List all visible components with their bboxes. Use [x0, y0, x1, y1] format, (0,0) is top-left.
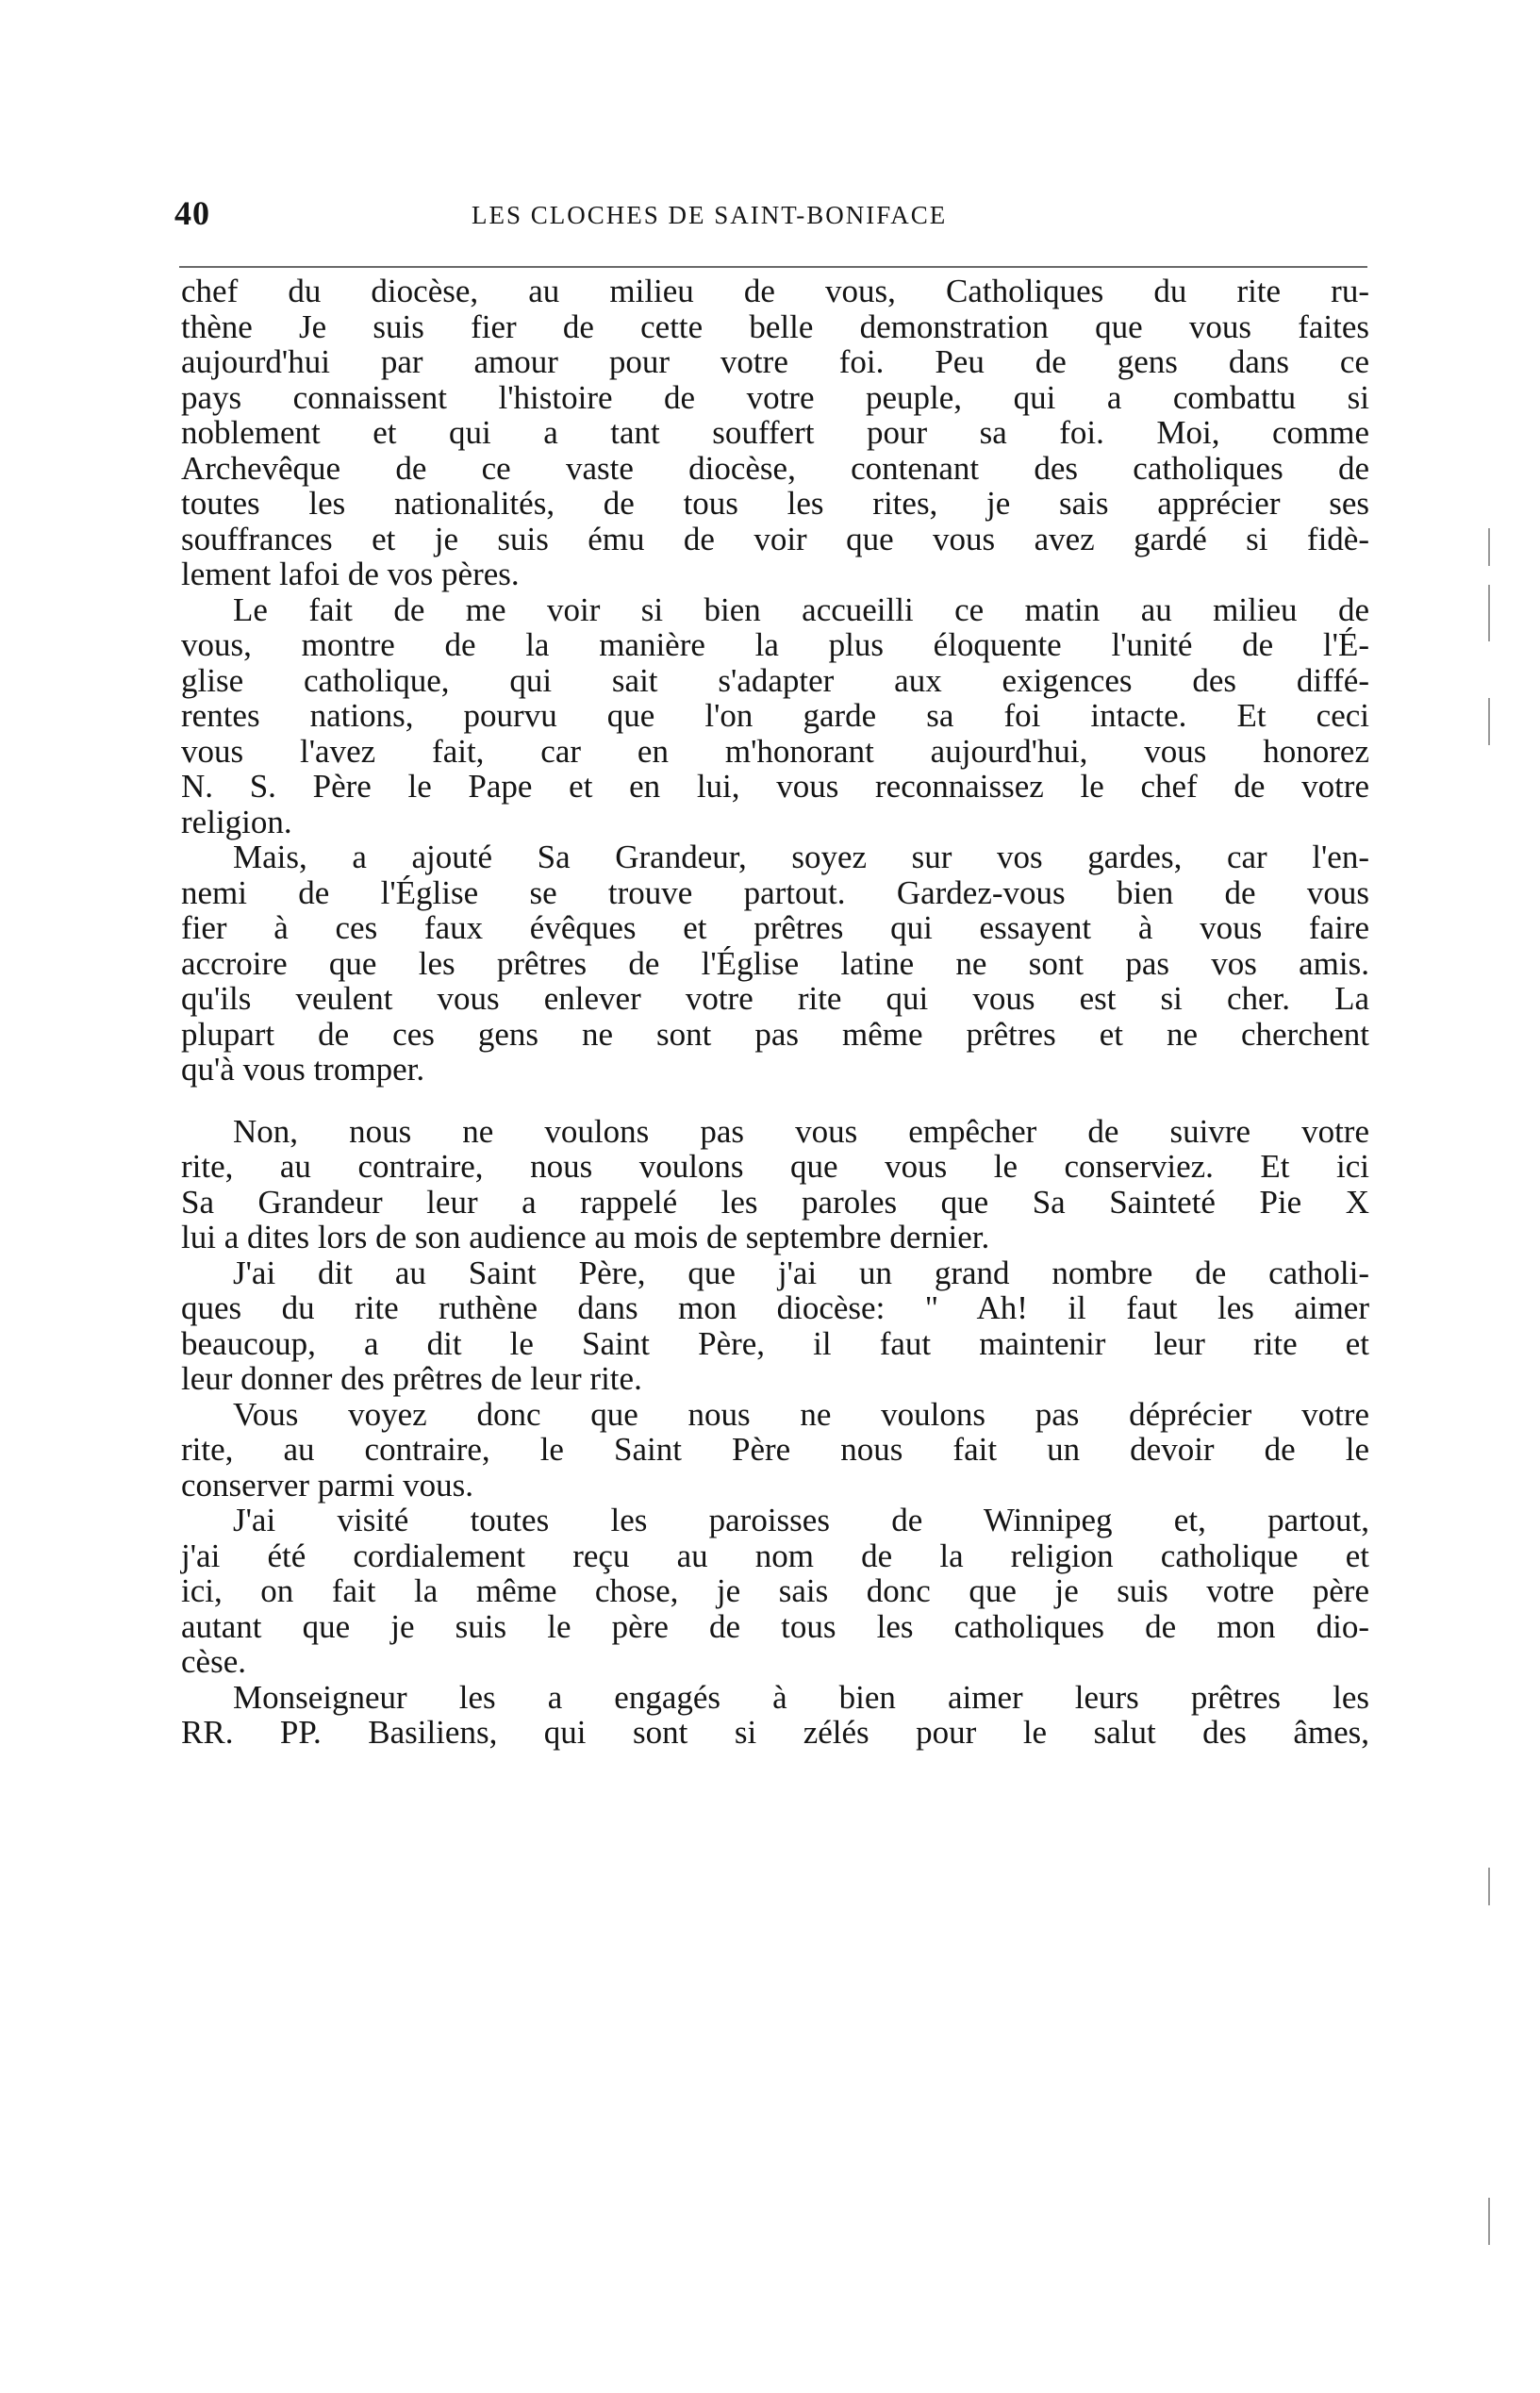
text-line: religion.: [181, 803, 292, 840]
text-line: nemi de l'Église se trouve partout. Gardez-vous bien de vous: [181, 873, 1369, 911]
margin-mark: [1488, 698, 1490, 745]
margin-mark: [1488, 1868, 1490, 1905]
text-line: fier à ces faux évêques et prêtres qui essayent à vous faire: [181, 909, 1369, 946]
text-line: Mais, a ajouté Sa Grandeur, soyez sur vos gardes, car l'en-: [233, 839, 1369, 875]
paragraph: [181, 1114, 1369, 1255]
text-line: Le fait de me voir si bien accueilli ce matin au milieu de: [233, 590, 1369, 628]
text-line: Vous voyez donc que nous ne voulons pas déprécier votre: [233, 1395, 1369, 1433]
text-line: thène Je suis fier de cette belle demonstration que vous faites: [181, 307, 1369, 345]
text-line: N. S. Père le Pape et en lui, vous reconnaissez le chef de votre: [181, 768, 1369, 805]
text-line: J'ai dit au Saint Père, que j'ai un grand nombre de catholi-: [233, 1254, 1369, 1291]
text-line: rite, au contraire, nous voulons que vous le conserviez. Et ici: [181, 1148, 1369, 1185]
text-line: rentes nations, pourvu que l'on garde sa foi intacte. Et ceci: [181, 697, 1369, 734]
text-line: leur donner des prêtres de leur rite.: [181, 1360, 642, 1397]
paragraph: [181, 1255, 1369, 1397]
paragraph: [181, 274, 1369, 592]
text-line: ques du rite ruthène dans mon diocèse: " Ah! il faut les aimer: [181, 1289, 1369, 1326]
text-line: qu'ils veulent vous enlever votre rite qui vous est si cher. La: [181, 980, 1369, 1017]
text-line: autant que je suis le père de tous les catholiques de mon dio-: [181, 1607, 1369, 1645]
paragraph: [181, 1680, 1369, 1751]
text-line: toutes les nationalités, de tous les rites, je sais apprécier ses: [181, 485, 1369, 522]
margin-mark: [1488, 585, 1490, 641]
text-line: pays connaissent l'histoire de votre peuple, qui a combattu si: [181, 378, 1369, 416]
text-line: Monseigneur les a engagés à bien aimer leurs prêtres les: [233, 1678, 1369, 1716]
paragraph: [181, 1503, 1369, 1680]
paragraph: [181, 839, 1369, 1088]
text-line: qu'à vous tromper.: [181, 1051, 425, 1088]
header-rule: [179, 266, 1367, 268]
text-line: rite, au contraire, le Saint Père nous fait un devoir de le: [181, 1431, 1369, 1468]
text-line: conserver parmi vous.: [181, 1466, 474, 1504]
text-line: Archevêque de ce vaste diocèse, contenant des catholiques de: [181, 449, 1369, 487]
text-line: J'ai visité toutes les paroisses de Winnipeg et, partout,: [233, 1502, 1369, 1538]
text-line: vous, montre de la manière la plus éloquente l'unité de l'É-: [181, 626, 1369, 663]
text-line: cèse.: [181, 1643, 246, 1680]
text-line: beaucoup, a dit le Saint Père, il faut maintenir leur rite et: [181, 1324, 1369, 1362]
text-line: Non, nous ne voulons pas vous empêcher de suivre votre: [233, 1112, 1369, 1150]
text-line: accroire que les prêtres de l'Église latine ne sont pas vos amis.: [181, 944, 1369, 982]
text-line: noblement et qui a tant souffert pour sa foi. Moi, comme: [181, 414, 1369, 451]
text-line: lement lafoi de vos pères.: [181, 556, 520, 592]
text-line: ici, on fait la même chose, je sais donc que je suis votre père: [181, 1572, 1369, 1609]
text-line: vous l'avez fait, car en m'honorant aujourd'hui, vous honorez: [181, 732, 1369, 770]
text-line: aujourd'hui par amour pour votre foi. Peu de gens dans ce: [181, 343, 1369, 380]
body-text: [181, 274, 1369, 1751]
text-line: souffrances et je suis ému de voir que vous avez gardé si fidè-: [181, 520, 1369, 557]
text-line: j'ai été cordialement reçu au nom de la religion catholique et: [181, 1537, 1369, 1574]
running-title: LES CLOCHES DE SAINT-BONIFACE: [472, 201, 948, 229]
paragraph: [181, 592, 1369, 840]
text-line: chef du diocèse, au milieu de vous, Catholiques du rite ru-: [181, 273, 1369, 309]
paragraph: [181, 1397, 1369, 1504]
page-number: 40: [174, 194, 210, 232]
margin-mark: [1488, 528, 1490, 566]
text-line: plupart de ces gens ne sont pas même prêtres et ne cherchent: [181, 1015, 1369, 1053]
text-line: Sa Grandeur leur a rappelé les paroles que Sa Sainteté Pie X: [181, 1183, 1369, 1221]
margin-mark: [1488, 2198, 1490, 2245]
text-line: RR. PP. Basiliens, qui sont si zélés pour le salut des âmes,: [181, 1714, 1369, 1751]
text-line: glise catholique, qui sait s'adapter aux exigences des diffé-: [181, 661, 1369, 699]
paragraph-gap: [181, 1088, 1369, 1114]
text-line: lui a dites lors de son audience au mois de septembre dernier.: [181, 1219, 990, 1255]
